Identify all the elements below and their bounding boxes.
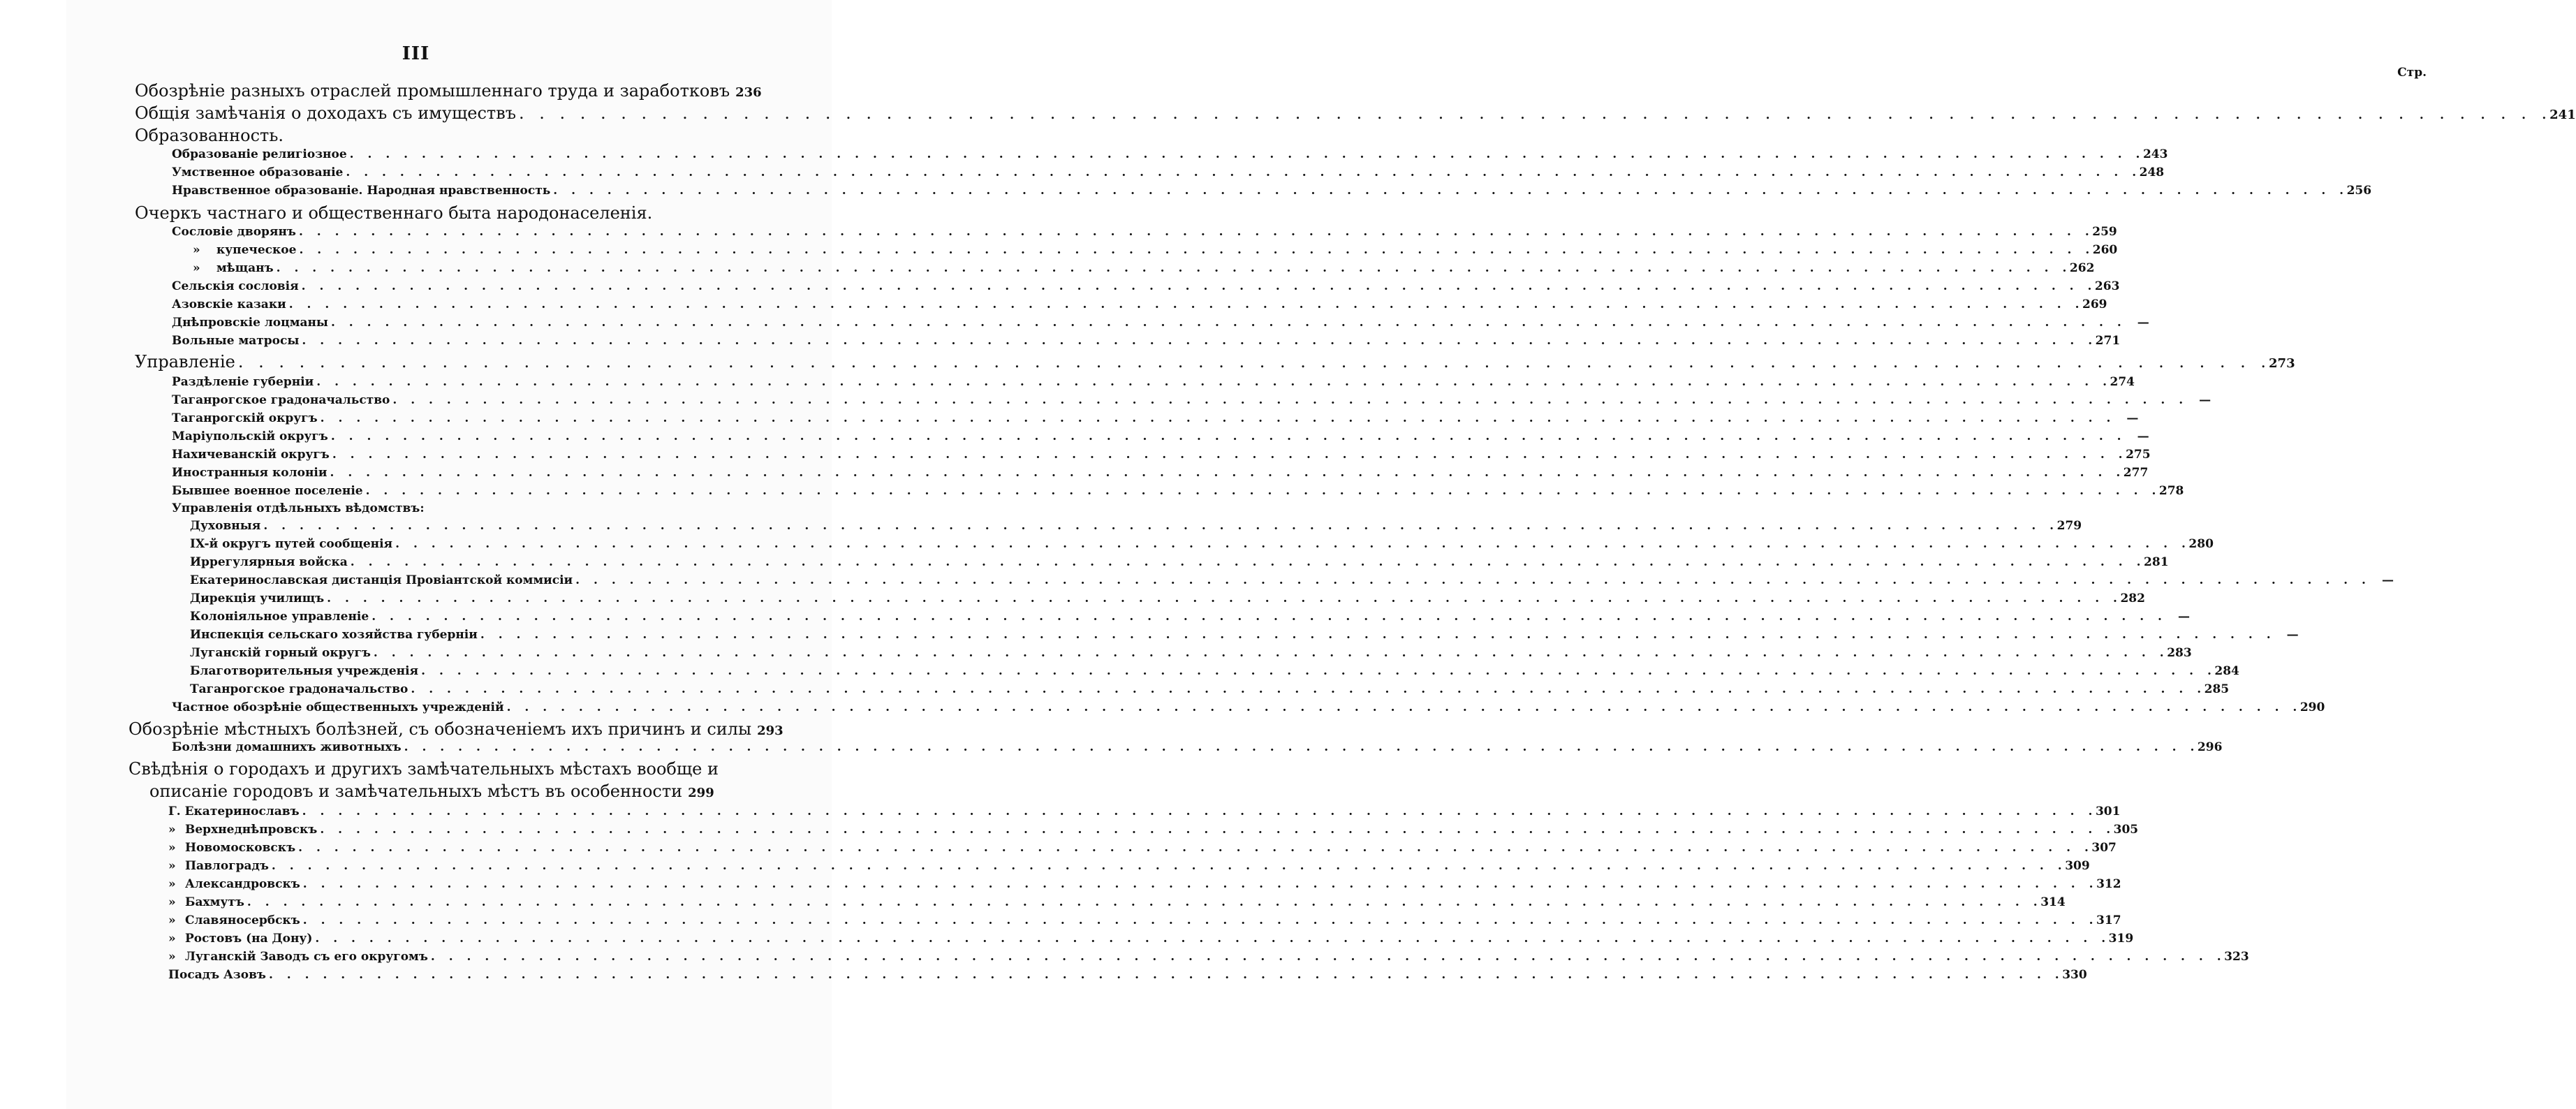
toc-entry: Нравственное образованіе. Народная нравственность . . . 256: [172, 184, 682, 198]
toc-entry: IX-й округъ путей сообщенія . . . 280: [190, 537, 682, 551]
toc-entry: Таганрогское градоначальство . . . 285: [190, 682, 682, 696]
toc-entry: Луганскій горный округъ . . . 283: [190, 646, 682, 660]
toc-entry: Колоніяльное управленіе . . . —: [190, 610, 682, 624]
toc-entry: Сельскія сословія . . . 263: [172, 279, 682, 293]
ditto-mark: »: [168, 895, 176, 909]
toc-entry: Болѣзни домашнихъ животныхъ . . . 296: [172, 740, 682, 754]
toc-entry: Обозрѣніе мѣстныхъ болѣзней, съ обозначеніемъ ихъ причинъ и силы 293: [128, 719, 783, 739]
toc-entry: Вольные матросы . . . 271: [172, 334, 682, 348]
toc-entry: » Ростовъ (на Дону) . . . 319: [168, 932, 682, 946]
toc-entry: Управленіе . . . 273: [135, 352, 682, 372]
toc-entry: Днѣпровскіе лоцманы . . . —: [172, 316, 682, 330]
toc-entry: » Славяносербскъ . . . 317: [168, 913, 682, 927]
toc-entry: Таганрогское градоначальство . . . —: [172, 393, 682, 407]
ditto-mark: »: [193, 261, 200, 275]
toc-entry: Инспекція сельскаго хозяйства губерніи . . . —: [190, 628, 682, 642]
toc-entry: описаніе городовъ и замѣчательныхъ мѣстъ въ особенности 299: [149, 781, 714, 801]
toc-entry: Дирекція училищъ . . . 282: [190, 592, 682, 605]
toc-entry: Умственное образованіе . . . 248: [172, 166, 682, 179]
toc-entry: Общія замѣчанія о доходахъ съ имуществъ . . . 241: [135, 103, 682, 124]
ditto-mark: »: [168, 877, 176, 891]
ditto-mark: »: [168, 859, 176, 873]
toc-entry: Маріупольскій округъ . . . —: [172, 429, 682, 443]
toc-entry: Бывшее военное поселеніе . . . 278: [172, 484, 682, 498]
toc-section-heading: Свѣдѣнія о городахъ и другихъ замѣчательныхъ мѣстахъ вообще и: [128, 759, 719, 779]
toc-entry: Раздѣленіе губерніи . . . 274: [172, 375, 682, 389]
toc-entry: Г. Екатеринославъ . . . 301: [168, 805, 682, 818]
toc-entry: » Луганскій Заводъ съ его округомъ . . . 323: [168, 950, 682, 964]
page-column-label: Стр.: [2397, 66, 2427, 80]
toc-entry: » Павлоградъ . . . 309: [168, 859, 682, 873]
page-number: III: [402, 43, 430, 64]
toc-entry: Азовскіе казаки . . . 269: [172, 298, 682, 311]
toc-entry: Образованіе религіозное . . . 243: [172, 147, 682, 161]
toc-entry: » Александровскъ . . . 312: [168, 877, 682, 891]
toc-entry: Обозрѣніе разныхъ отраслей промышленнаго труда и заработковъ 236: [135, 81, 762, 101]
ditto-mark: »: [168, 950, 176, 964]
toc-entry: Сословіе дворянъ . . . 259: [172, 225, 682, 239]
toc-entry: Посадъ Азовъ . . . 330: [168, 968, 682, 982]
toc-section-heading: Очеркъ частнаго и общественнаго быта народонаселенія.: [135, 203, 653, 223]
toc-entry: » Бахмутъ . . . 314: [168, 895, 682, 909]
toc-entry: Таганрогскій округъ . . . —: [172, 411, 682, 425]
toc-entry: » купеческое . . . 260: [172, 243, 682, 257]
toc-entry: Иррегулярныя войска . . . 281: [190, 555, 682, 569]
toc-entry: Иностранныя колоніи . . . 277: [172, 466, 682, 480]
ditto-mark: »: [168, 932, 176, 946]
ditto-mark: »: [168, 913, 176, 927]
ditto-mark: »: [168, 823, 176, 837]
toc-entry: Благотворительныя учрежденія . . . 284: [190, 664, 682, 678]
toc-entry: Духовныя . . . 279: [190, 519, 682, 533]
toc-entry: Частное обозрѣніе общественныхъ учрежденій . . . 290: [172, 700, 682, 714]
toc-section-heading: Образованность.: [135, 126, 284, 145]
toc-entry: » Новомосковскъ . . . 307: [168, 841, 682, 855]
toc-entry: Екатеринославская дистанція Провіантской коммисіи . . . —: [190, 573, 682, 587]
toc-entry: » Верхнеднѣпровскъ . . . 305: [168, 823, 682, 837]
toc-entry: Нахичеванскій округъ . . . 275: [172, 448, 682, 462]
toc-entry: » мѣщанъ . . . 262: [172, 261, 682, 275]
ditto-mark: »: [168, 841, 176, 855]
ditto-mark: »: [193, 243, 200, 257]
toc-subheading: Управленія отдѣльныхъ вѣдомствъ:: [172, 501, 425, 515]
